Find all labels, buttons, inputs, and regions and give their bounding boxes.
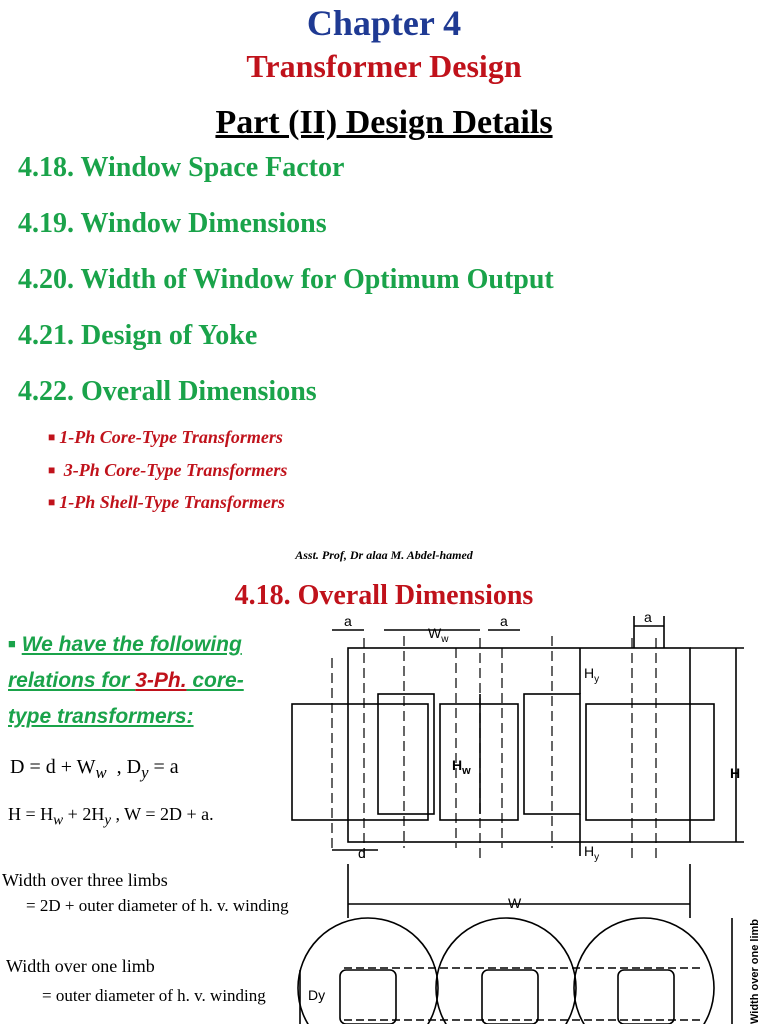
author-credit: Asst. Prof, Dr alaa M. Abdel-hamed	[295, 548, 473, 562]
chapter-subtitle: Transformer Design	[246, 48, 522, 84]
label-w: W	[508, 895, 522, 911]
bullet-item: ■ 1-Ph Core-Type Transformers	[48, 427, 283, 447]
bullet-square-icon: ■	[48, 430, 56, 444]
label-h: H	[730, 765, 741, 781]
bullet-item: ■ 3-Ph Core-Type Transformers	[48, 460, 288, 480]
note-one-limb-value: = outer diameter of h. v. winding	[42, 986, 266, 1005]
winding-right	[586, 704, 714, 820]
chapter-title: Chapter 4	[306, 3, 462, 43]
bullet-square-icon: ■	[8, 636, 16, 651]
section-item: 4.21. Design of Yoke	[18, 320, 258, 351]
equation-1: $D = d + W_w$ , $D_y = a$	[10, 756, 179, 782]
note-three-limbs-value: = 2D + outer diameter of h. v. winding	[26, 896, 289, 915]
bullet-item: ■ 1-Ph Shell-Type Transformers	[48, 492, 285, 512]
winding-left	[292, 704, 428, 820]
section-item: 4.18. Window Space Factor	[18, 152, 345, 183]
winding-circle-middle	[436, 918, 576, 1024]
window-left	[378, 694, 434, 814]
label-dy: Dy	[308, 987, 326, 1003]
winding-circle-right	[574, 918, 714, 1024]
label-hy-bottom: $H_y$	[584, 843, 600, 863]
label-a: a	[500, 613, 508, 629]
note-three-limbs-title: Width over three limbs	[2, 870, 168, 890]
label-a: a	[344, 613, 352, 629]
label-hw: $H_w$	[452, 757, 471, 777]
label-ww: $W_w$	[428, 625, 449, 645]
bullet-square-icon: ■	[48, 495, 56, 509]
slide2-title: 4.18. Overall Dimensions	[234, 580, 534, 611]
section-item: 4.20. Width of Window for Optimum Output	[18, 264, 554, 295]
winding-circle-left	[298, 918, 438, 1024]
equation-2: $H = H_w + 2H_y$ , W = 2D + a.	[8, 804, 214, 829]
bullet-square-icon: ■	[48, 463, 56, 477]
note-one-limb-title: Width over one limb	[6, 956, 155, 976]
transformer-core-diagram	[284, 608, 768, 1024]
part-heading: Part (II) Design Details	[215, 104, 553, 141]
label-hy-top: $H_y$	[584, 665, 600, 685]
section-item: 4.22. Overall Dimensions	[18, 376, 317, 407]
label-d: d	[358, 845, 366, 861]
label-width-one-limb: Width over one limb	[749, 918, 761, 1024]
section-item: 4.19. Window Dimensions	[18, 208, 327, 239]
core-outline	[348, 648, 690, 842]
label-a: a	[644, 609, 652, 625]
relations-text: ■ We have the following relations for 3-Ph. core-type transformers:	[8, 633, 244, 728]
